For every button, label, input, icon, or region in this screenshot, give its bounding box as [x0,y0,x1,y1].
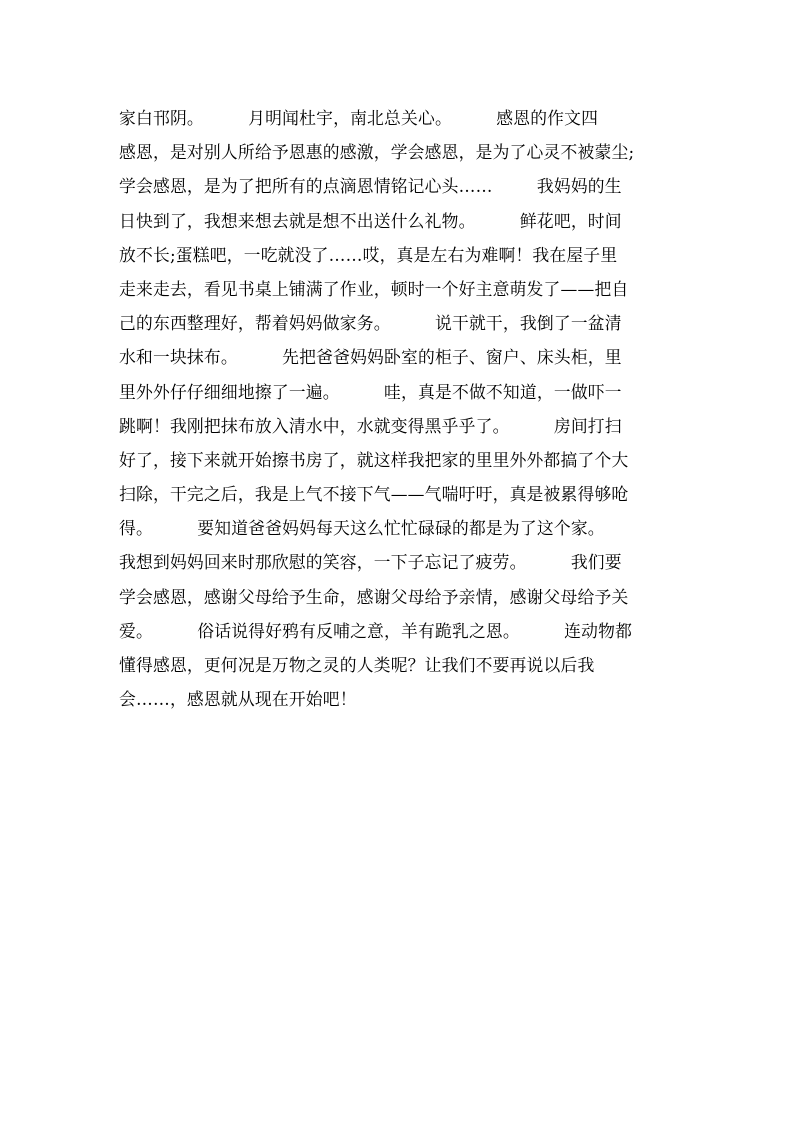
text-line: 会……，感恩就从现在开始吧！ [119,689,357,710]
text-line: 爱。 俗话说得好鸦有反哺之意，羊有跪乳之恩。 连动物都 [119,620,633,641]
text-line: 跳啊！我刚把抹布放入清水中，水就变得黑乎乎了。 房间打扫 [119,415,622,436]
text-line: 得。 要知道爸爸妈妈每天这么忙忙碌碌的都是为了这个家。 [119,518,605,539]
text-line: 水和一块抹布。 先把爸爸妈妈卧室的柜子、窗户、床头柜，里 [119,347,622,368]
essay-text [119,104,679,719]
text-line: 家白邗阴。 月明闻杜宇，南北总关心。 感恩的作文四 [119,108,599,128]
text-line: 感恩，是对别人所给予恩惠的感激，学会感恩，是为了心灵不被蒙尘; [119,142,635,163]
text-line: 里外外仔仔细细地擦了一遍。 哇，真是不做不知道，一做吓一 [119,381,622,402]
text-line: 我想到妈妈回来时那欣慰的笑容，一下子忘记了疲劳。 我们要 [119,552,622,573]
text-line: 好了，接下来就开始擦书房了，就这样我把家的里里外外都搞了个大 [119,449,629,470]
text-line: 走来走去，看见书桌上铺满了作业，顿时一个好主意萌发了——把自 [119,278,629,299]
text-line: 放不长;蛋糕吧，一吃就没了……哎，真是左右为难啊！我在屋子里 [119,244,618,265]
text-line: 日快到了，我想来想去就是想不出送什么礼物。 鲜花吧，时间 [119,210,622,231]
text-line: 己的东西整理好，帮着妈妈做家务。 说干就干，我倒了一盆清 [119,313,622,334]
text-line: 学会感恩，是为了把所有的点滴恩情铭记心头…… 我妈妈的生 [119,176,622,197]
text-line: 懂得感恩，更何况是万物之灵的人类呢？让我们不要再说以后我 [119,655,595,675]
text-line: 扫除，干完之后，我是上气不接下气——气喘吁吁，真是被累得够呛 [119,484,629,505]
text-line: 学会感恩，感谢父母给予生命，感谢父母给予亲情，感谢父母给予关 [119,586,629,607]
